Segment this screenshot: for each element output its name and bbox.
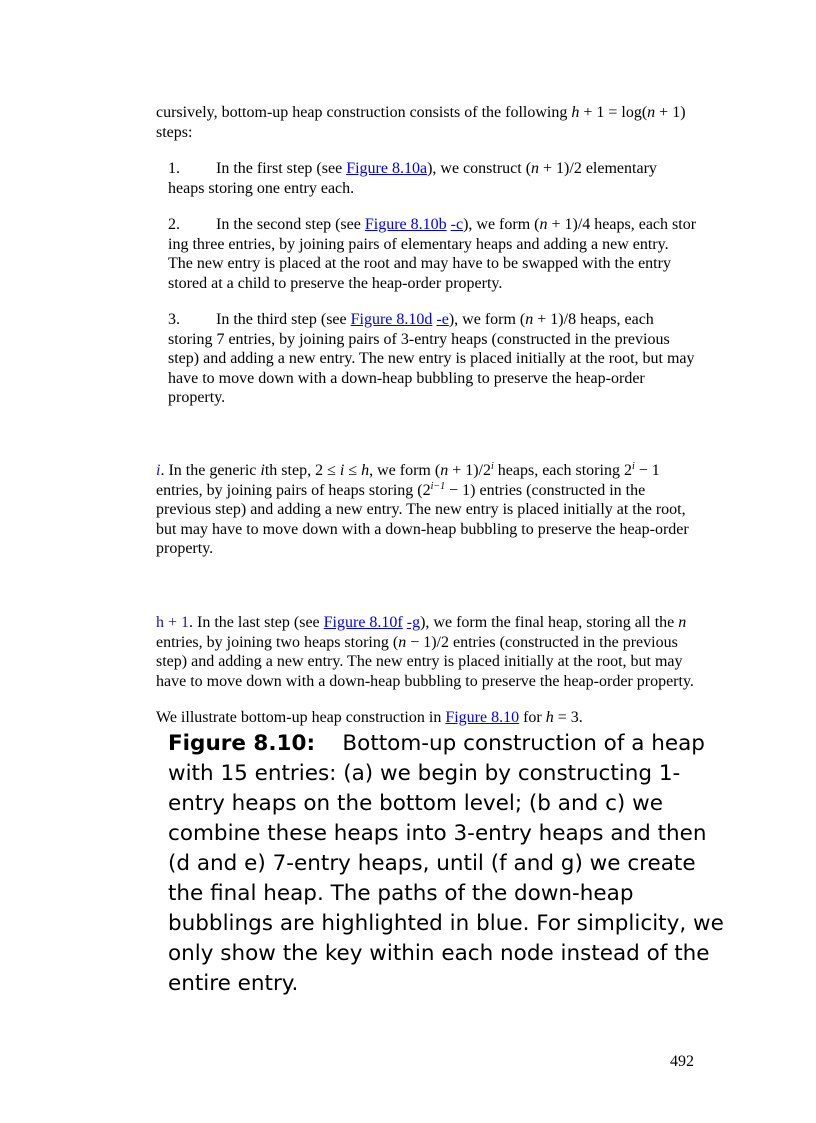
figure-link-8-10b[interactable]: Figure 8.10b xyxy=(364,216,447,233)
step-3-paragraph: 3. In the third step (see Figure 8.10d -e), we form (n + 1)/8 heaps, each storing 7 entries, by joining pairs of 3-entry heaps (constructed in the previous step) and adding a new entry. The new entry is placed initially at the root, but may have to move down with a down-heap bubbling to preserve the heap-order property. xyxy=(168,311,695,406)
figure-caption-text: Bottom-up construction of a heap with 15 entries: (a) we begin by constructing 1-entry heaps on the bottom level; (b and c) we combine these heaps into 3-entry heaps and then (d and e) 7-entry heaps, until (f and g) we create the final heap. The paths of the down-heap bubblings are highlighted in blue. For simplicity, we only show the key within each node instead of the entire entry. xyxy=(168,731,724,996)
figure-caption-label: Figure 8.10: xyxy=(168,731,316,756)
figure-caption xyxy=(168,729,728,999)
figure-link-8-10f[interactable]: Figure 8.10f xyxy=(323,614,403,631)
figure-link-g[interactable]: -g xyxy=(406,614,421,631)
illustrate-paragraph: We illustrate bottom-up heap construction in Figure 8.10 for h = 3. xyxy=(156,709,583,726)
figure-link-8-10d[interactable]: Figure 8.10d xyxy=(350,311,433,328)
step-last-paragraph: h + 1. In the last step (see Figure 8.10f -g), we form the final heap, storing all the n entries, by joining two heaps storing (n − 1)/2 entries (constructed in the previous step) and adding a new entry. The new entry is placed initially at the root, but may have to move down with a down-heap bubbling to preserve the heap-order property. xyxy=(156,614,694,690)
step-i-label: i xyxy=(156,462,161,479)
figure-link-c[interactable]: -c xyxy=(450,216,464,233)
figure-link-e[interactable]: -e xyxy=(436,311,449,328)
figure-link-8-10[interactable]: Figure 8.10 xyxy=(445,709,520,726)
step-i-paragraph: i. In the generic ith step, 2 ≤ i ≤ h, we form $(n + 1)/2^i$ heaps, each storing $2^i - 1$ entries, by joining pairs of heaps storing $(2^{i-1} - 1)$ entries (constructed in the previous step) and adding a new entry. The new entry is placed initially at the root, but may have to move down with a down-heap bubbling to preserve the heap-order property. xyxy=(156,461,689,557)
page-number: 492 xyxy=(670,1053,694,1070)
figure-link-8-10a[interactable]: Figure 8.10a xyxy=(346,160,428,177)
step-last-label: h + 1 xyxy=(156,614,190,631)
intro-paragraph: cursively, bottom-up heap construction consists of the following h + 1 = log(n + 1) steps: xyxy=(156,104,686,141)
step-1-paragraph: 1. In the first step (see Figure 8.10a), we construct (n + 1)/2 elementary heaps storing one entry each. xyxy=(168,160,657,197)
step-2-paragraph: 2. In the second step (see Figure 8.10b -c), we form (n + 1)/4 heaps, each stor ing three entries, by joining pairs of elementary heaps and adding a new entry. The new entry is placed at the root and may have to be swapped with the entry stored at a child to preserve the heap-order property. xyxy=(168,216,697,292)
